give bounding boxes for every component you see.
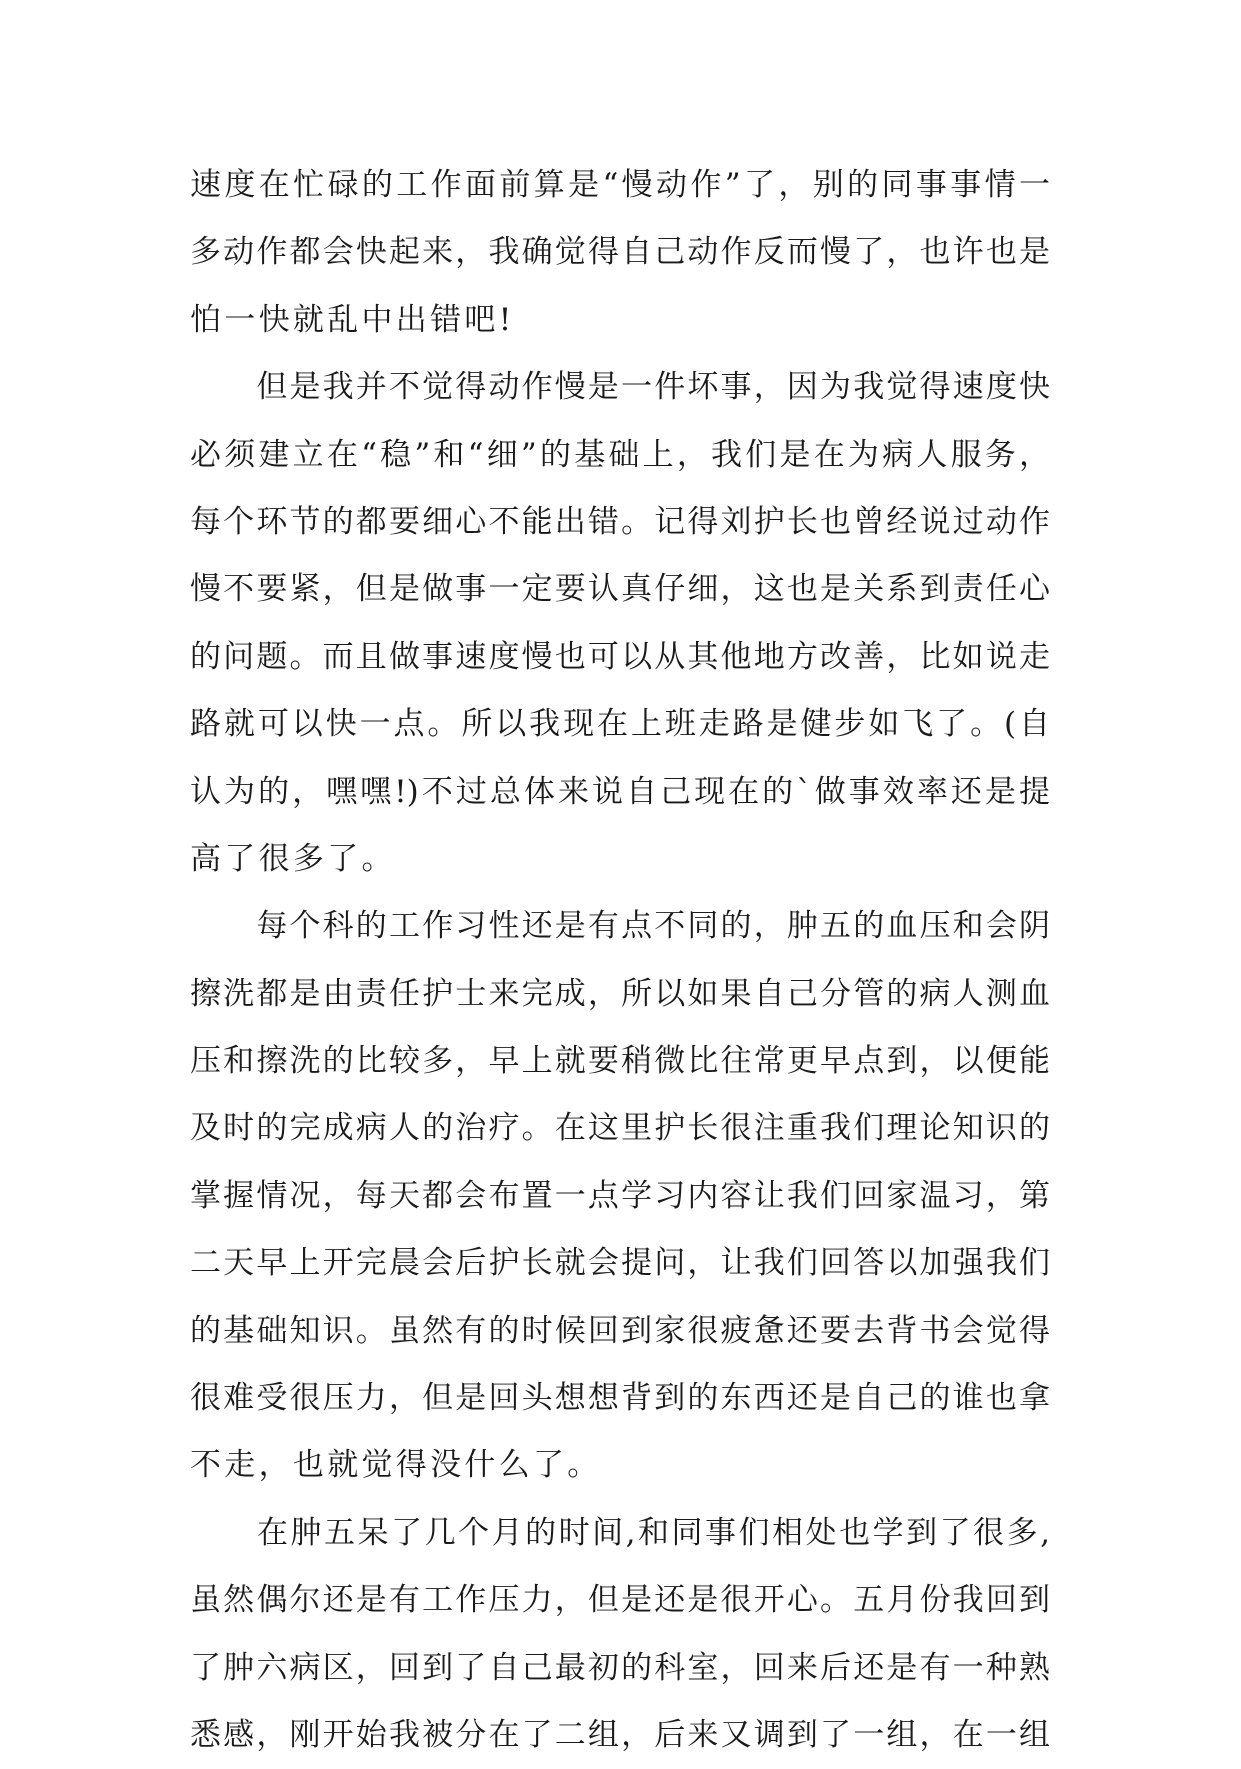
- text-line: 认为的，嘿嘿!)不过总体来说自己现在的`做事效率还是提: [190, 773, 1050, 810]
- body-text: [190, 152, 1050, 1769]
- text-line: 必须建立在“稳”和“细”的基础上，我们是在为病人服务，: [190, 436, 1050, 473]
- text-line: 的基础知识。虽然有的时候回到家很疲惫还要去背书会觉得: [190, 1312, 1050, 1349]
- text-line: 高了很多了。: [190, 840, 396, 877]
- text-line: 悉感，刚开始我被分在了二组，后来又调到了一组，在一组: [190, 1716, 1050, 1753]
- text-line: 了肿六病区，回到了自己最初的科室，回来后还是有一种熟: [190, 1649, 1050, 1686]
- text-line: 虽然偶尔还是有工作压力，但是还是很开心。五月份我回到: [190, 1582, 1050, 1619]
- text-line: 多动作都会快起来，我确觉得自己动作反而慢了，也许也是: [190, 234, 1050, 271]
- text-line: 掌握情况，每天都会布置一点学习内容让我们回家温习，第: [190, 1177, 1050, 1214]
- text-line: 路就可以快一点。所以我现在上班走路是健步如飞了。(自: [190, 706, 1050, 743]
- text-line: 很难受很压力，但是回头想想背到的东西还是自己的谁也拿: [190, 1380, 1050, 1417]
- text-line: 怕一快就乱中出错吧!: [190, 301, 515, 338]
- text-line: 在肿五呆了几个月的时间,和同事们相处也学到了很多,: [190, 1514, 1050, 1551]
- text-line: 但是我并不觉得动作慢是一件坏事，因为我觉得速度快: [190, 369, 1050, 406]
- text-line: 二天早上开完晨会后护长就会提问，让我们回答以加强我们: [190, 1245, 1050, 1282]
- text-line: 不走，也就觉得没什么了。: [190, 1447, 602, 1484]
- text-line: 速度在忙碌的工作面前算是“慢动作”了，别的同事事情一: [190, 167, 1050, 203]
- text-line: 每个科的工作习性还是有点不同的，肿五的血压和会阴: [190, 908, 1050, 945]
- text-line: 每个环节的都要细心不能出错。记得刘护长也曾经说过动作: [190, 503, 1050, 540]
- text-line: 压和擦洗的比较多，早上就要稍微比往常更早点到，以便能: [190, 1043, 1050, 1080]
- text-line: 慢不要紧，但是做事一定要认真仔细，这也是关系到责任心: [190, 571, 1050, 608]
- text-line: 擦洗都是由责任护士来完成，所以如果自己分管的病人测血: [190, 975, 1050, 1012]
- text-line: 的问题。而且做事速度慢也可以从其他地方改善，比如说走: [190, 638, 1050, 675]
- text-line: 及时的完成病人的治疗。在这里护长很注重我们理论知识的: [190, 1110, 1050, 1147]
